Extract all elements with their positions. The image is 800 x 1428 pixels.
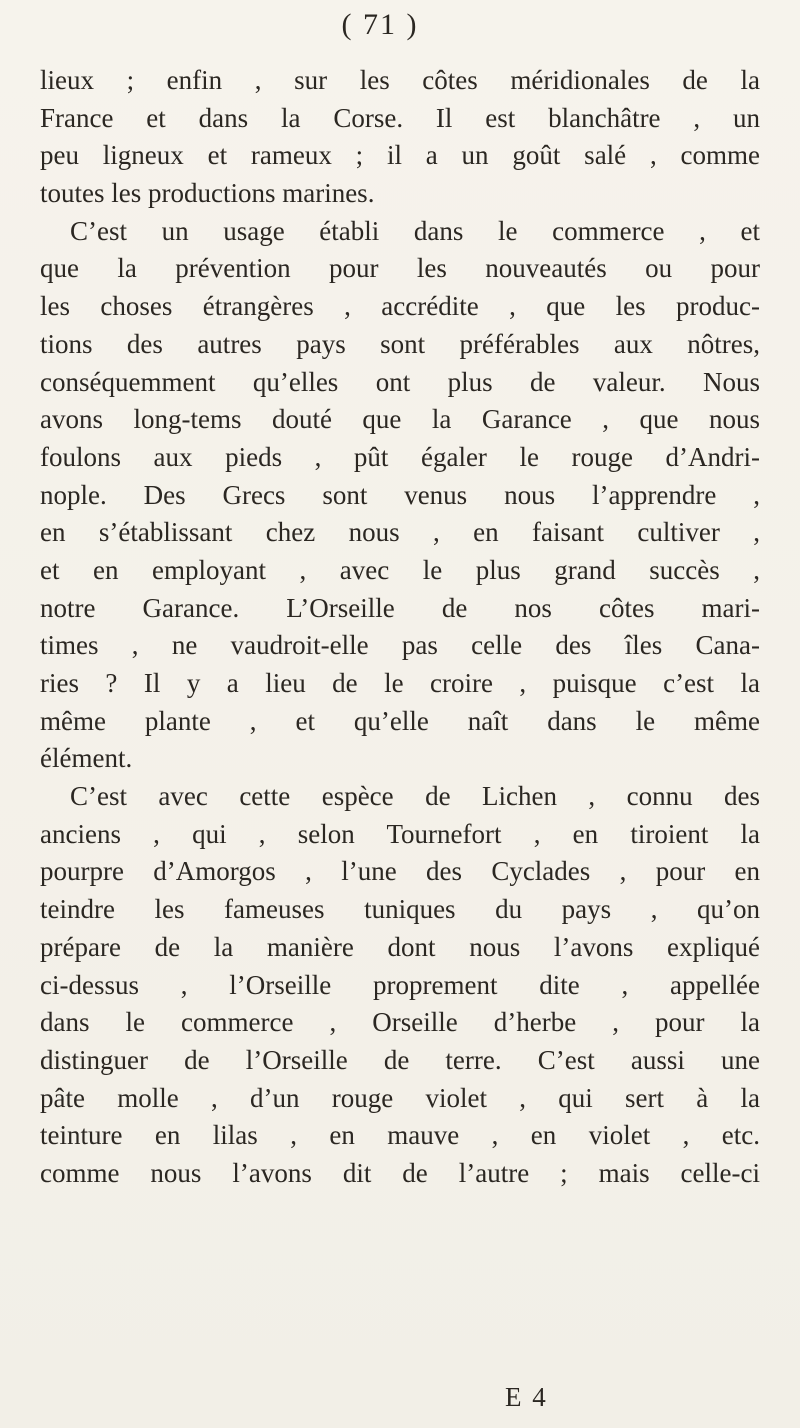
text-line: teindre les fameuses tuniques du pays , qu’on <box>40 894 760 925</box>
text-line: pâte molle , d’un rouge violet , qui sert à la <box>40 1082 760 1113</box>
text-line: times , ne vaudroit-elle pas celle des îles Cana- <box>40 630 760 661</box>
text-line: C’est avec cette espèce de Lichen , connu des <box>70 781 760 812</box>
text-line: en s’établissant chez nous , en faisant cultiver , <box>40 517 760 548</box>
text-line: notre Garance. L’Orseille de nos côtes mari- <box>40 592 760 623</box>
text-line: pourpre d’Amorgos , l’une des Cyclades , pour en <box>40 856 760 887</box>
text-line: comme nous l’avons dit de l’autre ; mais celle-ci <box>40 1157 760 1188</box>
text-line: et en employant , avec le plus grand succès , <box>40 554 760 585</box>
text-line: teinture en lilas , en mauve , en violet , etc. <box>40 1120 760 1151</box>
text-line: que la prévention pour les nouveautés ou pour <box>40 253 760 284</box>
text-line: conséquemment qu’elles ont plus de valeur. Nous <box>40 366 760 397</box>
page-number: ( 71 ) <box>341 8 419 41</box>
text-line: même plante , et qu’elle naît dans le même <box>40 705 760 736</box>
text-line: foulons aux pieds , pût égaler le rouge d’Andri- <box>40 441 760 472</box>
text-line: ci-dessus , l’Orseille proprement dite , appellée <box>40 969 760 1000</box>
text-line: France et dans la Corse. Il est blanchâtre , un <box>40 102 760 133</box>
text-line: avons long-tems douté que la Garance , que nous <box>40 404 760 435</box>
text-line: C’est un usage établi dans le commerce , et <box>70 215 760 246</box>
text-line: prépare de la manière dont nous l’avons expliqué <box>40 931 760 962</box>
text-line: peu ligneux et rameux ; il a un goût salé , comme <box>40 140 760 171</box>
text-line: toutes les productions marines. <box>40 178 375 209</box>
text-line: tions des autres pays sont préférables aux nôtres, <box>40 328 760 359</box>
text-line: anciens , qui , selon Tournefort , en tiroient la <box>40 818 760 849</box>
text-line: lieux ; enfin , sur les côtes méridionales de la <box>40 65 760 95</box>
signature-mark: E 4 <box>505 1382 548 1412</box>
text-line: les choses étrangères , accrédite , que les produc- <box>40 291 760 322</box>
body-text <box>40 62 760 1193</box>
text-line: nople. Des Grecs sont venus nous l’apprendre , <box>40 479 760 510</box>
text-line: ries ? Il y a lieu de le croire , puisque c’est la <box>40 668 760 698</box>
text-line: dans le commerce , Orseille d’herbe , pour la <box>40 1007 760 1038</box>
text-line: distinguer de l’Orseille de terre. C’est aussi une <box>40 1044 760 1075</box>
text-line: élément. <box>40 743 133 774</box>
